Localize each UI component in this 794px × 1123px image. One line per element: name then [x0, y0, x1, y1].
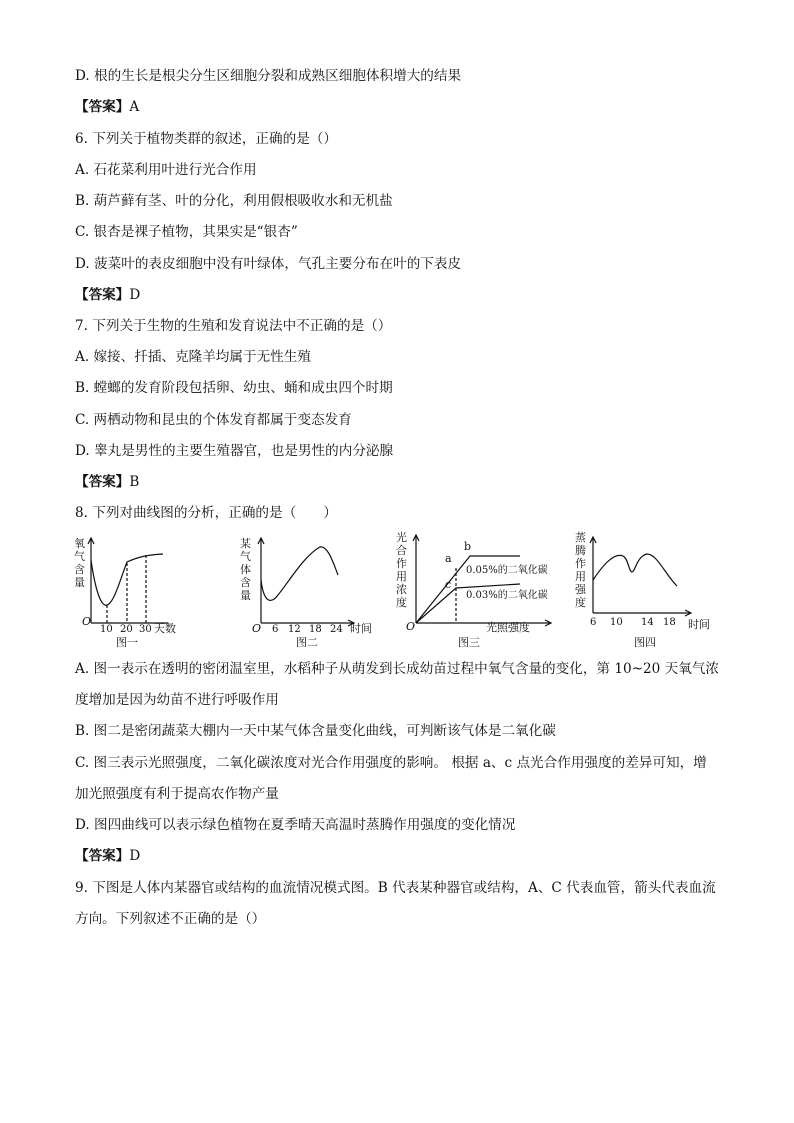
fig2-xlabel: 时间: [350, 622, 372, 635]
q7-option-b: B. 螳螂的发育阶段包括卵、幼虫、蛹和成虫四个时期: [75, 380, 393, 396]
fig2-tick-6: 6: [272, 624, 279, 635]
fig1-tick-10: 10: [100, 624, 113, 635]
answer-value: D: [129, 287, 141, 303]
fig3-point-b: b: [464, 540, 472, 553]
figure-4: [585, 528, 725, 653]
fig3-point-a: a: [445, 552, 452, 565]
q7-option-a: A. 嫁接、扦插、克隆羊均属于无性生殖: [75, 349, 311, 365]
answer-value: B: [129, 474, 140, 490]
fig3-curve-low-label: 0.03%的二氧化碳: [466, 590, 548, 601]
fig2-curve: [261, 547, 338, 601]
fig2-caption: 图二: [296, 636, 318, 649]
fig4-ylabel: 蒸腾作用强度: [575, 531, 586, 609]
answer-label: 【答案】: [75, 99, 130, 115]
answer-label: 【答案】: [75, 287, 130, 303]
fig3-xlabel: 光照强度: [486, 621, 530, 634]
fig2-tick-12: 12: [288, 624, 301, 635]
fig3-ylabel: 光合作用浓度: [396, 531, 407, 609]
fig1-xlabel: 天数: [154, 622, 176, 635]
q8-option-d: D. 图四曲线可以表示绿色植物在夏季晴天高温时蒸腾作用强度的变化情况: [75, 817, 516, 833]
q8-answer: [75, 847, 140, 865]
fig2-tick-18: 18: [309, 624, 322, 635]
answer-value: A: [129, 99, 140, 115]
fig2-tick-24: 24: [330, 624, 343, 635]
q5-option-d: D. 根的生长是根尖分生区细胞分裂和成熟区细胞体积增大的结果: [75, 68, 462, 84]
fig4-tick-10: 10: [610, 617, 623, 628]
figure-1: [80, 535, 190, 653]
q7-stem: 7. 下列关于生物的生殖和发育说法中不正确的是（）: [75, 318, 392, 334]
q8-option-a: A. 图一表示在透明的密闭温室里，水稻种子从萌发到长成幼苗过程中氧气含量的变化，第 10~20 天氧气浓: [75, 661, 720, 677]
fig3-curve-high-label: 0.05%的二氧化碳: [466, 565, 548, 576]
answer-value: D: [129, 848, 141, 864]
q6-option-c: C. 银杏是裸子植物，其果实是“银杏”: [75, 224, 298, 240]
q8-stem: 8. 下列对曲线图的分析，正确的是（ ）: [75, 505, 337, 521]
fig1-tick-30: 30: [139, 624, 152, 635]
q9-stem-cont: 方向。下列叙述不正确的是（）: [75, 911, 266, 927]
fig3-origin: O: [406, 620, 416, 633]
fig4-tick-18: 18: [663, 617, 676, 628]
q7-option-c: C. 两栖动物和昆虫的个体发育都属于变态发育: [75, 412, 352, 428]
fig1-ylabel: 氧气含量: [74, 537, 85, 589]
fig2-ylabel: 某气体含量: [240, 537, 251, 602]
q6-answer: [75, 286, 140, 304]
fig3-caption: 图三: [458, 636, 480, 649]
fig1-caption: 图一: [116, 636, 138, 649]
q9-stem: 9. 下图是人体内某器官或结构的血流情况模式图。B 代表某种器官或结构，A、C 代表血管，箭头代表血流: [75, 880, 716, 896]
q8-option-b: B. 图二是密闭蔬菜大棚内一天中某气体含量变化曲线，可判断该气体是二氧化碳: [75, 723, 556, 739]
q6-option-a: A. 石花菜利用叶进行光合作用: [75, 162, 257, 178]
fig2-origin: O: [252, 622, 262, 635]
fig3-point-c: c: [445, 578, 452, 591]
answer-label: 【答案】: [75, 848, 130, 864]
fig4-xlabel: 时间: [688, 618, 710, 631]
fig4-caption: 图四: [634, 636, 656, 649]
q6-option-b: B. 葫芦藓有茎、叶的分化，利用假根吸收水和无机盐: [75, 193, 393, 209]
q6-option-d: D. 菠菜叶的表皮细胞中没有叶绿体，气孔主要分布在叶的下表皮: [75, 256, 462, 272]
figure-2: [250, 535, 380, 653]
q8-option-c: C. 图三表示光照强度，二氧化碳浓度对光合作用强度的影响。 根据 a、c 点光合作用强度的差异可知，增: [75, 755, 707, 771]
fig4-curve: [593, 554, 677, 586]
fig1-origin: O: [82, 615, 92, 628]
q7-answer: [75, 473, 139, 491]
q8-option-a-cont: 度增加是因为幼苗不进行呼吸作用: [75, 692, 279, 708]
q7-option-d: D. 睾丸是男性的主要生殖器官，也是男性的内分泌腺: [75, 443, 394, 459]
fig1-tick-20: 20: [120, 624, 133, 635]
q8-option-c-cont: 加光照强度有利于提高农作物产量: [75, 786, 279, 802]
q6-stem: 6. 下列关于植物类群的叙述，正确的是（）: [75, 131, 337, 147]
figure-3: [400, 528, 565, 653]
fig4-tick-14: 14: [641, 617, 654, 628]
answer-label: 【答案】: [75, 474, 130, 490]
fig4-tick-6: 6: [590, 617, 597, 628]
q5-answer: [75, 98, 139, 116]
